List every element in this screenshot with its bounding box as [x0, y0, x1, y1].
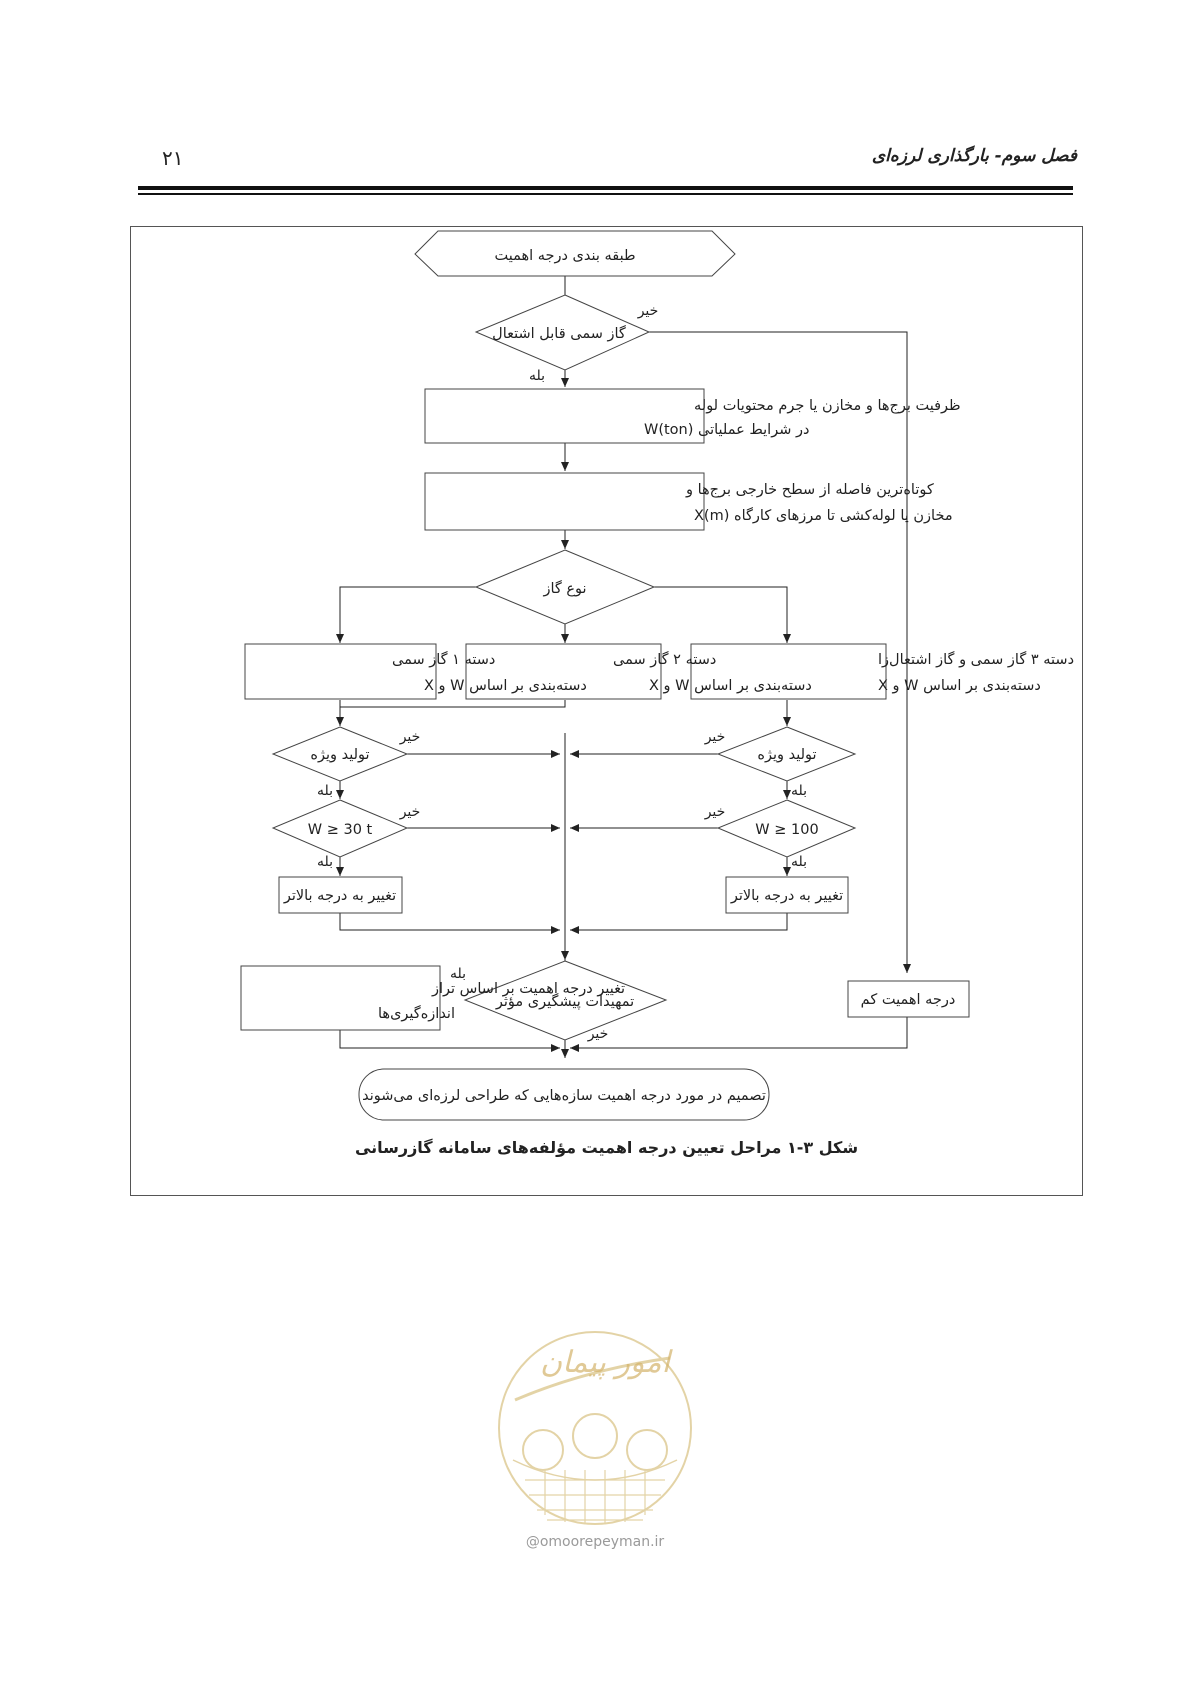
- no-label-special-right: خیر: [704, 729, 726, 745]
- prevention-text: تمهیدات پیشگیری مؤثر: [495, 994, 635, 1010]
- cat3-line1: دسته ۳ گاز سمی و گاز اشتعال‌زا: [878, 652, 1075, 668]
- upgrade-right-text: تغییر به درجه بالاتر: [730, 888, 844, 904]
- yes-label-special-left: بله: [316, 783, 334, 799]
- no-label-w100: خیر: [704, 804, 726, 820]
- special-left-text: تولید ویژه: [310, 747, 370, 763]
- watermark-logo: [485, 1310, 705, 1600]
- yes-label-prevention: بله: [449, 966, 467, 982]
- capacity-line2: در شرایط عملیاتی W(ton): [644, 422, 810, 438]
- yes-label-flammable: بله: [528, 368, 546, 384]
- capacity-line1: ظرفیت برج‌ها و مخازن یا جرم محتویات لوله: [694, 398, 961, 414]
- watermark-url: @omoorepeyman.ir: [525, 1534, 665, 1550]
- upgrade-left-text: تغییر به درجه بالاتر: [283, 888, 397, 904]
- watermark-logo-text: امور پیمان: [540, 1345, 670, 1380]
- change-by-level-line1: تغییر درجه اهمیت بر اساس تراز: [432, 981, 626, 997]
- cat3-line2: دسته‌بندی بر اساس W و X: [878, 678, 1041, 694]
- yes-label-special-right: بله: [790, 783, 808, 799]
- no-label-flammable: خیر: [637, 303, 659, 319]
- chapter-title: فصل سوم- بارگذاری لرزه‌ای: [871, 146, 1077, 166]
- yes-label-w30: بله: [316, 854, 334, 870]
- distance-box: [425, 473, 704, 530]
- no-label-special-left: خیر: [399, 729, 421, 745]
- gas-type-text: نوع گاز: [543, 581, 587, 597]
- cat1-line1: دسته ۱ گاز سمی: [392, 652, 496, 668]
- page-number: ۲۱: [162, 146, 184, 170]
- distance-line1: کوتاه‌ترین فاصله از سطح خارجی برج‌ها و: [686, 482, 934, 498]
- w30-text: W ≥ 30 t: [307, 822, 373, 838]
- yes-label-w100: بله: [790, 854, 808, 870]
- start-text: طبقه بندی درجه اهمیت: [494, 248, 636, 264]
- figure-caption: شکل ۳-۱ مراحل تعیین درجه اهمیت مؤلفه‌های سامانه گازرسانی: [354, 1138, 859, 1157]
- change-by-level-line2: اندازه‌گیری‌ها: [378, 1006, 455, 1022]
- cat1-line2: دسته‌بندی بر اساس W و X: [424, 678, 587, 694]
- low-importance-text: درجه اهمیت کم: [860, 992, 956, 1008]
- distance-line2: مخازن یا لوله‌کشی تا مرزهای کارگاه X(m): [694, 508, 953, 524]
- final-text: تصمیم در مورد درجه اهمیت سازه‌هایی که طراحی لرزه‌ای می‌شوند: [362, 1088, 766, 1104]
- w100-text: W ≥ 100: [755, 822, 819, 838]
- no-label-w30: خیر: [399, 804, 421, 820]
- special-right-text: تولید ویژه: [757, 747, 817, 763]
- cat2-line2: دسته‌بندی بر اساس W و X: [649, 678, 812, 694]
- no-label-prevention: خیر: [587, 1026, 609, 1042]
- flammable-text: گاز سمی قابل اشتعال: [492, 326, 626, 342]
- cat2-line1: دسته ۲ گاز سمی: [613, 652, 717, 668]
